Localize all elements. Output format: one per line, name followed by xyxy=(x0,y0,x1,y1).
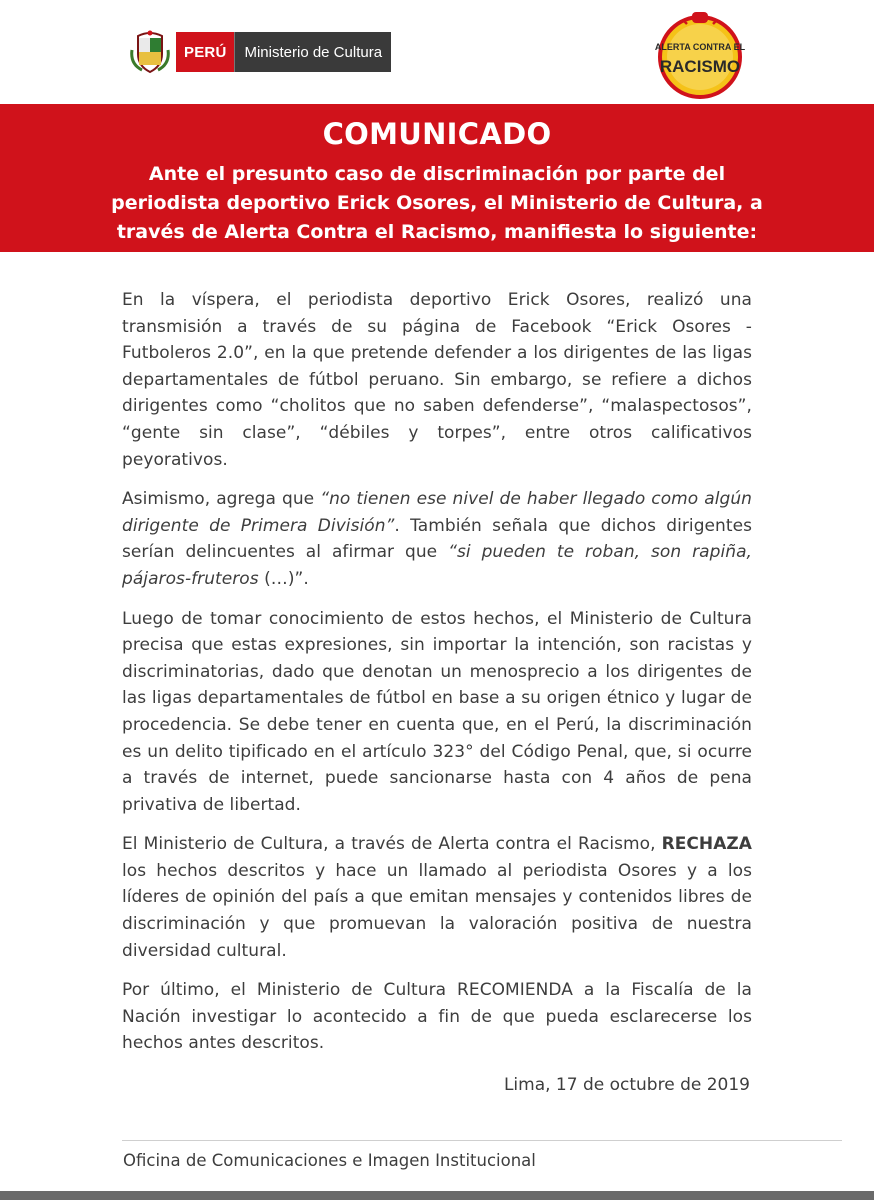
statement-body xyxy=(122,287,752,1070)
alerta-contra-el-racismo-logo xyxy=(655,10,745,100)
bottom-bar xyxy=(0,1191,874,1200)
header xyxy=(0,0,874,104)
paragraph-2: Asimismo, agrega que “no tienen ese nivel de haber llegado como algún dirigente de Primera División”. También señala que dichos dirigentes serían delincuentes al afirmar que “si pueden te roban, son rapiña, pájaros-fruteros (…)”. xyxy=(122,489,753,589)
paragraph-3: Luego de tomar conocimiento de estos hechos, el Ministerio de Cultura precisa que estas expresiones, sin importar la intención, son racistas y discriminatorias, dado que denotan un menosprecio a los dirigentes de las ligas departamentales de fútbol en base a su origen étnico y lugar de procedencia. Se debe tener en cuenta que, en el Perú, la discriminación es un delito tipificado en el artículo 323° del Código Penal, que, si ocurre a través de internet, puede sancionarse hasta con 4 años de pena privativa de libertad. xyxy=(122,608,752,815)
paragraph-1: En la víspera, el periodista deportivo Erick Osores, realizó una transmisión a través de su página de Facebook “Erick Osores - Futboleros 2.0”, en la que pretende defender a los dirigentes de las ligas departamentales de fútbol peruano. Sin embargo, se refiere a dichos dirigentes como “cholitos que no saben defenderse”, “malaspectosos”, “gente sin clase”, “débiles y torpes”, entre otros calificativos peyorativos. xyxy=(122,290,752,470)
rechaza-emphasis: RECHAZA xyxy=(661,834,752,855)
quote-1: “no tienen ese nivel de haber llegado como algún dirigente de Primera División” xyxy=(122,489,752,536)
peru-label: PERÚ xyxy=(176,32,234,72)
footer-office: Oficina de Comunicaciones e Imagen Institucional xyxy=(123,1151,536,1170)
coat-of-arms-icon xyxy=(130,30,170,74)
quote-2: “si pueden te roban, son rapiña, pájaros-fruteros xyxy=(122,542,752,589)
paragraph-5: Por último, el Ministerio de Cultura RECOMIENDA a la Fiscalía de la Nación investigar lo acontecido a fin de que pueda esclarecerse los hechos antes descritos. xyxy=(122,980,752,1054)
date-line: Lima, 17 de octubre de 2019 xyxy=(503,1075,750,1095)
ministry-label: Ministerio de Cultura xyxy=(234,32,391,72)
svg-text:ALERTA CONTRA EL: ALERTA CONTRA EL xyxy=(655,42,745,52)
paragraph-4: El Ministerio de Cultura, a través de Alerta contra el Racismo, RECHAZA los hechos descritos y hace un llamado al periodista Osores y a los líderes de opinión del país a que emitan mensajes y contenidos libres de discriminación y que promuevan la valoración positiva de nuestra diversidad cultural. xyxy=(122,834,752,961)
banner-subtitle: Ante el presunto caso de discriminación por parte del periodista deportivo Erick Osores, el Ministerio de Cultura, a través de Alerta Contra el Racismo, manifiesta lo siguiente: xyxy=(111,163,763,243)
footer-divider xyxy=(122,1140,842,1141)
banner xyxy=(0,104,874,252)
svg-text:RACISMO: RACISMO xyxy=(659,57,741,76)
government-logo xyxy=(130,30,391,74)
page-title: COMUNICADO xyxy=(322,117,552,151)
